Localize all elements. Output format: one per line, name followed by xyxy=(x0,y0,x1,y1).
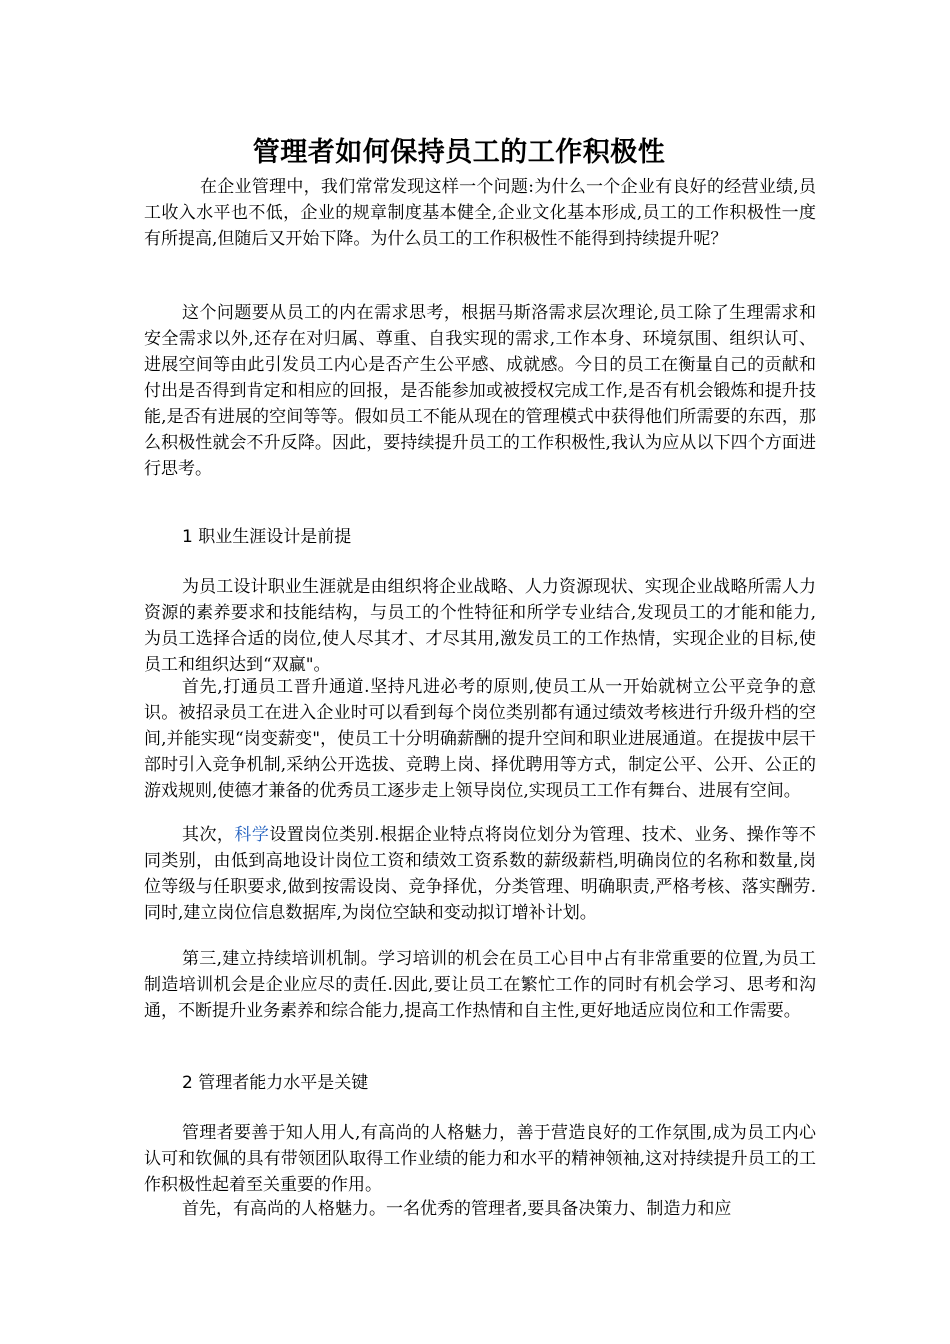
paragraph-needs-analysis: 这个问题要从员工的内在需求思考，根据马斯洛需求层次理论,员工除了生理需求和安全需求以外,还存在对归属、尊重、自我实现的需求,工作本身、环境氛围、组织认可、进展空间等由此引发员工内心是否产生公平感、成就感。今日的员工在衡量自己的贡献和付出是否得到肯定和相应的回报，是否能参加或被授权完成工作,是否有机会锻炼和提升技能,是否有进展的空间等等。假如员工不能从现在的管理模式中获得他们所需要的东西，那么积极性就会不升反降。因此，要持续提升员工的工作积极性,我认为应从以下四个方面进行思考。 xyxy=(144,303,816,479)
intro-paragraph: 在企业管理中，我们常常发现这样一个问题:为什么一个企业有良好的经营业绩,员工收入水平也不低，企业的规章制度基本健全,企业文化基本形成,员工的工作积极性一度有所提高,但随后又开始下降。为什么员工的工作积极性不能得到持续提升呢？ xyxy=(144,177,816,249)
document-title: 管理者如何保持员工的工作积极性 xyxy=(252,137,666,168)
paragraph-career-design: 为员工设计职业生涯就是由组织将企业战略、人力资源现状、实现企业战略所需人力资源的素养要求和技能结构，与员工的个性特征和所学专业结合,发现员工的才能和能力,为员工选择合适的岗位,使人尽其才、才尽其用,激发员工的工作热情，实现企业的目标,使员工和组织达到“双赢"。 xyxy=(144,577,816,675)
section-heading-career-design: 1 职业生涯设计是前提 xyxy=(182,527,352,547)
paragraph-4-rest: 设置岗位类别.根据企业特点将岗位划分为管理、技术、业务、操作等不同类别，由低到高地设计岗位工资和绩效工资系数的薪级薪档,明确岗位的名称和数量,岗位等级与任职要求,做到按需设岗、竞争择优，分类管理、明确职责,严格考核、落实酬劳.同时,建立岗位信息数据库,为岗位空缺和变动拟订增补计划。 xyxy=(144,825,817,923)
paragraph-promotion-channel: 首先,打通员工晋升通道.坚持凡进必考的原则,使员工从一开始就树立公平竞争的意识。被招录员工在进入企业时可以看到每个岗位类别都有通过绩效考核进行升级升档的空间,并能实现“岗变薪变"，使员工十分明确薪酬的提升空间和职业进展通道。在提拔中层干部时引入竞争机制,采纳公开选拔、竞聘上岗、择优聘用等方式，制定公平、公开、公正的游戏规则,使德才兼备的优秀员工逐步走上领导岗位,实现员工工作有舞台、进展有空间。 xyxy=(144,677,816,801)
paragraph-job-categories xyxy=(144,822,816,926)
paragraph-personal-charm: 首先，有高尚的人格魅力。一名优秀的管理者,要具备决策力、制造力和应 xyxy=(182,1199,732,1219)
science-link[interactable]: 科学 xyxy=(234,825,270,845)
paragraph-training-mechanism: 第三,建立持续培训机制。学习培训的机会在员工心目中占有非常重要的位置,为员工制造培训机会是企业应尽的责任.因此,要让员工在繁忙工作的同时有机会学习、思考和沟通，不断提升业务素养和综合能力,提高工作热情和自主性,更好地适应岗位和工作需要。 xyxy=(144,949,816,1021)
paragraph-manager-ability: 管理者要善于知人用人,有高尚的人格魅力，善于营造良好的工作氛围,成为员工内心认可和钦佩的具有带领团队取得工作业绩的能力和水平的精神领袖,这对持续提升员工的工作积极性起着至关重要的作用。 xyxy=(144,1123,816,1195)
paragraph-4-start: 其次， xyxy=(182,825,235,845)
section-heading-manager-ability: 2 管理者能力水平是关键 xyxy=(182,1073,369,1093)
